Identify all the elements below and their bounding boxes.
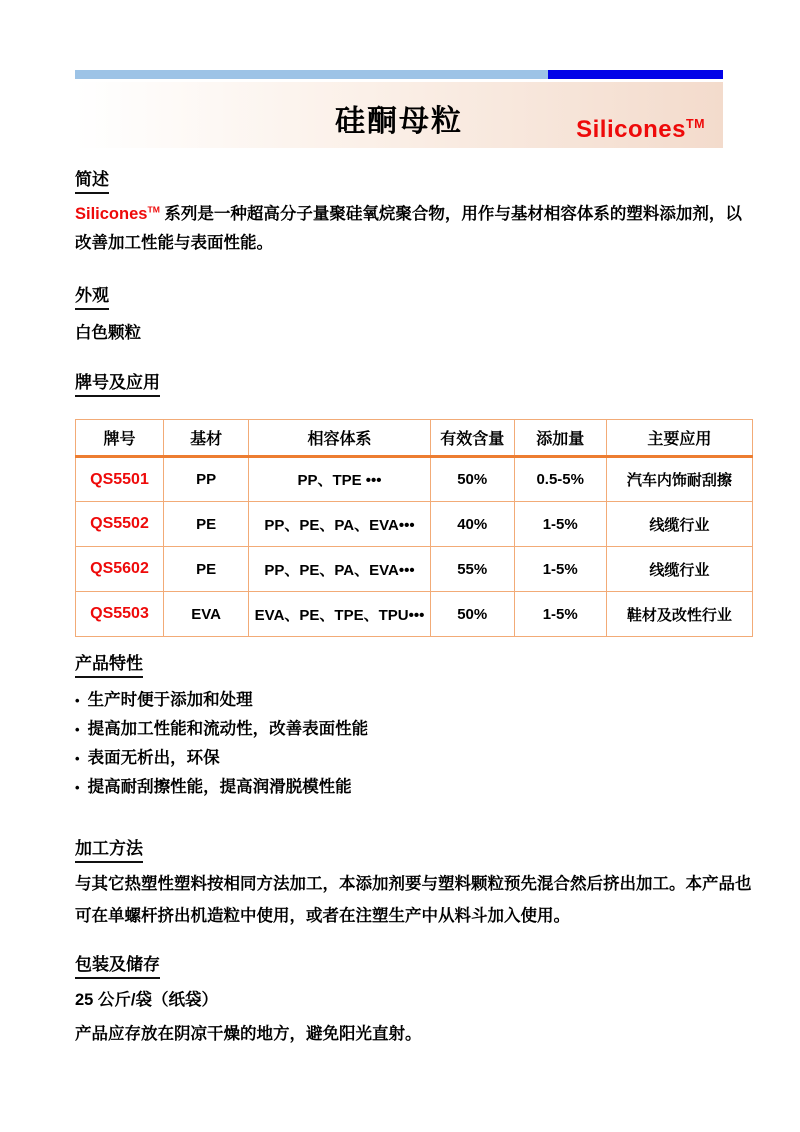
table-header-row [76, 420, 753, 457]
table-cell: 1-5% [514, 592, 606, 637]
table-cell: 50% [430, 457, 514, 502]
table-row [76, 457, 753, 502]
overview-paragraph [75, 200, 752, 258]
heading-text: 包装及储存 [75, 954, 160, 979]
bullet-marker: • [75, 780, 80, 796]
inline-trademark-symbol: TM [147, 204, 160, 215]
title-banner [75, 82, 723, 148]
table-cell: EVA [164, 592, 249, 637]
grade-cell: QS5501 [76, 457, 164, 502]
column-header: 基材 [164, 420, 249, 457]
feature-text: 提高加工性能和流动性，改善表面性能 [87, 720, 369, 739]
column-header: 添加量 [514, 420, 606, 457]
grade-cell: QS5502 [76, 502, 164, 547]
table-cell: 55% [430, 547, 514, 592]
table-cell: PP、PE、PA、EVA••• [249, 502, 430, 547]
grade-cell: QS5503 [76, 592, 164, 637]
header-rule-dark-segment [548, 70, 723, 79]
column-header: 主要应用 [606, 420, 752, 457]
heading-text: 产品特性 [75, 653, 143, 678]
table-cell: 40% [430, 502, 514, 547]
heading-text: 外观 [75, 285, 109, 310]
table-cell: 汽车内饰耐刮擦 [606, 457, 752, 502]
table-row [76, 502, 753, 547]
heading-text: 简述 [75, 169, 109, 194]
feature-text: 生产时便于添加和处理 [87, 691, 253, 710]
feature-text: 提高耐刮擦性能，提高润滑脱模性能 [87, 778, 352, 797]
section-grades-heading [75, 372, 752, 397]
table-cell: 1-5% [514, 502, 606, 547]
overview-text: 系列是一种超高分子量聚硅氧烷聚合物，用作与基材相容体系的塑料添加剂，以改善加工性能与表面性能。 [75, 205, 742, 252]
column-header: 有效含量 [430, 420, 514, 457]
header-rule [75, 70, 723, 79]
header-rule-light-segment [75, 70, 548, 79]
features-list [75, 686, 752, 802]
product-grades-table [75, 419, 753, 637]
table-body [76, 457, 753, 637]
brand-name: Silicones [576, 116, 686, 143]
table-row [76, 592, 753, 637]
document-body [75, 169, 752, 1052]
table-cell: PP [164, 457, 249, 502]
section-overview-heading [75, 169, 752, 194]
feature-item [75, 744, 752, 773]
table-cell: PP、PE、PA、EVA••• [249, 547, 430, 592]
feature-item [75, 773, 752, 802]
section-processing-heading [75, 838, 752, 863]
bullet-marker: • [75, 722, 80, 738]
table-cell: 0.5-5% [514, 457, 606, 502]
section-features-heading [75, 653, 752, 678]
bullet-marker: • [75, 751, 80, 767]
brand-logo [576, 116, 705, 144]
section-packaging-heading [75, 954, 752, 979]
trademark-symbol: TM [685, 117, 705, 131]
column-header: 相容体系 [249, 420, 430, 457]
table-cell: PE [164, 547, 249, 592]
bullet-marker: • [75, 693, 80, 709]
table-cell: PP、TPE ••• [249, 457, 430, 502]
column-header: 牌号 [76, 420, 164, 457]
table-cell: 鞋材及改性行业 [606, 592, 752, 637]
appearance-text: 白色颗粒 [75, 323, 141, 342]
processing-paragraph: 与其它热塑性塑料按相同方法加工，本添加剂要与塑料颗粒预先混合然后挤出加工。本产品也可在单螺杆挤出机造粒中使用，或者在注塑生产中从料斗加入使用。 [75, 875, 752, 926]
page-title: 硅酮母粒 [335, 105, 463, 138]
inline-brand-name: Silicones [75, 205, 148, 224]
feature-text: 表面无析出，环保 [87, 749, 220, 768]
packaging-line: 25 公斤/袋（纸袋） [75, 990, 219, 1009]
heading-text: 加工方法 [75, 838, 143, 863]
feature-item [75, 715, 752, 744]
table-cell: 50% [430, 592, 514, 637]
grade-cell: QS5602 [76, 547, 164, 592]
section-appearance-heading [75, 285, 752, 310]
table-row [76, 547, 753, 592]
packaging-lines [75, 983, 752, 1052]
packaging-line: 产品应存放在阴凉干燥的地方，避免阳光直射。 [75, 1025, 422, 1044]
table-cell: 线缆行业 [606, 547, 752, 592]
feature-item [75, 686, 752, 715]
heading-text: 牌号及应用 [75, 372, 160, 397]
table-cell: PE [164, 502, 249, 547]
table-cell: 1-5% [514, 547, 606, 592]
table-cell: 线缆行业 [606, 502, 752, 547]
table-cell: EVA、PE、TPE、TPU••• [249, 592, 430, 637]
